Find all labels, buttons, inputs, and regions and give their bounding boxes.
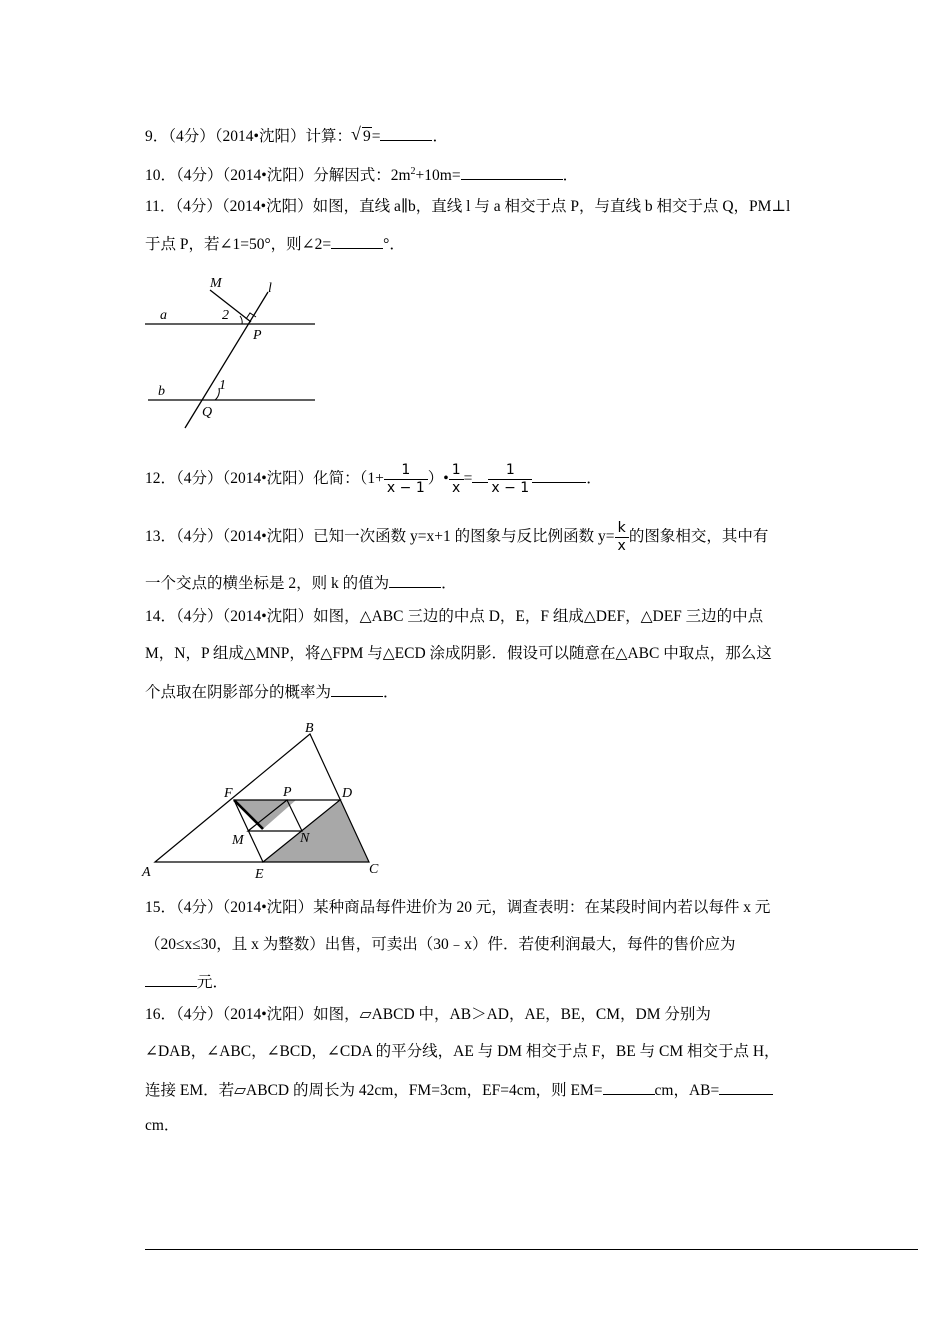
q9-end: ．: [432, 128, 448, 145]
q12-fraction-3: [488, 462, 532, 497]
question-13-line1: [145, 520, 768, 555]
label-2: 2: [222, 308, 229, 323]
q13-text-c: 一个交点的横坐标是 2，则 k 的值为: [145, 575, 390, 592]
question-14-line2: M，N，P 组成△MNP，将△FPM 与△ECD 涂成阴影．假设可以随意在△ABC 中取点，那么这: [145, 645, 772, 662]
label-D: D: [342, 786, 353, 801]
segment-pm: [210, 290, 251, 322]
q12-end: ．: [586, 470, 602, 488]
question-9: [145, 124, 448, 148]
q12-text: 12．（4分）（2014•沈阳）化简：（1+: [145, 470, 384, 488]
q12-answer-blank[interactable]: [532, 466, 586, 483]
q11-answer-blank[interactable]: [331, 232, 383, 249]
question-12: [145, 462, 602, 497]
shaded-fpm: [234, 800, 296, 829]
question-15-line3: [145, 970, 228, 994]
label-M: M: [232, 833, 244, 848]
q13-f-num: k: [617, 520, 626, 536]
question-16-line2: ∠DAB，∠ABC，∠BCD，∠CDA 的平分线，AE 与 DM 相交于点 F，BE 与 CM 相交于点 H，: [145, 1043, 780, 1060]
footer-rule: [145, 1249, 918, 1250]
q14-figure: [140, 718, 390, 883]
label-P: P: [283, 785, 292, 800]
q9-number: 9．: [145, 128, 169, 145]
q16-text-b: cm，AB=: [654, 1082, 720, 1099]
q15-answer-blank[interactable]: [145, 970, 197, 987]
question-16-line4: cm．: [145, 1117, 180, 1134]
question-16-line1: 16．（4分）（2014•沈阳）如图，▱ABCD 中，AB＞AD，AE，BE，CM，DM 分别为: [145, 1006, 711, 1023]
q12-f1-den: x − 1: [384, 479, 428, 497]
question-14-line3: [145, 680, 399, 704]
q9-eq: =: [371, 128, 381, 145]
q11-figure: [140, 270, 325, 435]
q14-answer-blank[interactable]: [331, 680, 383, 697]
q13-text-a: 13．（4分）（2014•沈阳）已知一次函数 y=x+1 的图象与反比例函数 y=: [145, 528, 615, 546]
label-N: N: [300, 831, 310, 846]
label-l: l: [268, 281, 272, 296]
label-M: M: [210, 276, 222, 291]
label-a: a: [160, 308, 167, 323]
q12-f3-num: 1: [505, 462, 515, 478]
label-B: B: [305, 721, 314, 736]
q9-text: 计算：: [305, 128, 352, 145]
q14-text: 个点取在阴影部分的概率为: [145, 684, 332, 701]
label-b: b: [158, 384, 165, 399]
question-16-line3: [145, 1078, 773, 1102]
label-F: F: [224, 786, 233, 801]
q10-exponent: 2: [410, 166, 416, 177]
label-P: P: [253, 328, 262, 343]
question-14-line1: 14．（4分）（2014•沈阳）如图，△ABC 三边的中点 D，E，F 组成△DEF，△DEF 三边的中点: [145, 608, 764, 625]
question-11-line1: 11．（4分）（2014•沈阳）如图，直线 a∥b，直线 l 与 a 相交于点 P，与直线 b 相交于点 Q，PM⊥l: [145, 198, 791, 215]
question-15-line2: （20≤x≤30，且 x 为整数）出售，可卖出（30﹣x）件．若使利润最大，每件的售价应为: [145, 936, 736, 953]
q10-text2: +10m=: [415, 167, 461, 185]
q10-end: ．: [562, 167, 579, 185]
q10-answer-blank[interactable]: [461, 163, 563, 180]
q10-number: 10．: [145, 167, 177, 185]
question-15-line1: 15．（4分）（2014•沈阳）某种商品每件进价为 20 元，调查表明：在某段时间内若以每件 x 元: [145, 899, 771, 916]
q11-text: 于点 P，若∠1=50°，则∠2=: [145, 236, 332, 253]
q10-text: 分解因式：2m: [313, 167, 411, 185]
q9-meta: （4分）（2014•沈阳）: [168, 128, 306, 145]
q12-fraction-2: [449, 462, 464, 497]
q12-fraction-1: [384, 462, 428, 497]
q12-f2-den: x: [449, 479, 464, 497]
q10-meta: （4分）（2014•沈阳）: [176, 167, 314, 185]
q16-em-blank[interactable]: [603, 1078, 655, 1095]
q13-text-b: 的图象相交，其中有: [628, 528, 769, 546]
q15-end: 元．: [197, 974, 229, 991]
label-E: E: [255, 867, 264, 882]
q9-answer-blank[interactable]: [380, 124, 432, 141]
q13-answer-blank[interactable]: [389, 571, 441, 588]
sqrt-symbol: [352, 126, 372, 148]
label-A: A: [142, 865, 151, 880]
q12-f3-den: x − 1: [488, 479, 532, 497]
q13-fraction: [615, 520, 629, 555]
q14-end: ．: [383, 684, 399, 701]
q12-blank-a[interactable]: [472, 466, 488, 483]
label-1: 1: [219, 378, 226, 393]
question-10: [145, 161, 578, 187]
q12-close: ）•: [427, 470, 449, 488]
label-C: C: [369, 862, 379, 877]
q12-f1-num: 1: [401, 462, 411, 478]
q11-end: °．: [383, 236, 405, 253]
question-13-line2: [145, 571, 457, 595]
q12-eq: =: [463, 470, 473, 488]
q9-radicand: 9: [362, 128, 371, 145]
q16-ab-blank[interactable]: [719, 1078, 773, 1095]
q12-f2-num: 1: [451, 462, 461, 478]
q13-end: ．: [441, 575, 457, 592]
question-11-line2: [145, 232, 405, 256]
label-Q: Q: [202, 405, 213, 420]
q16-text: 连接 EM．若▱ABCD 的周长为 42cm，FM=3cm，EF=4cm，则 EM=: [145, 1082, 603, 1099]
q13-f-den: x: [615, 537, 629, 555]
angle-2-arc: [240, 316, 242, 324]
